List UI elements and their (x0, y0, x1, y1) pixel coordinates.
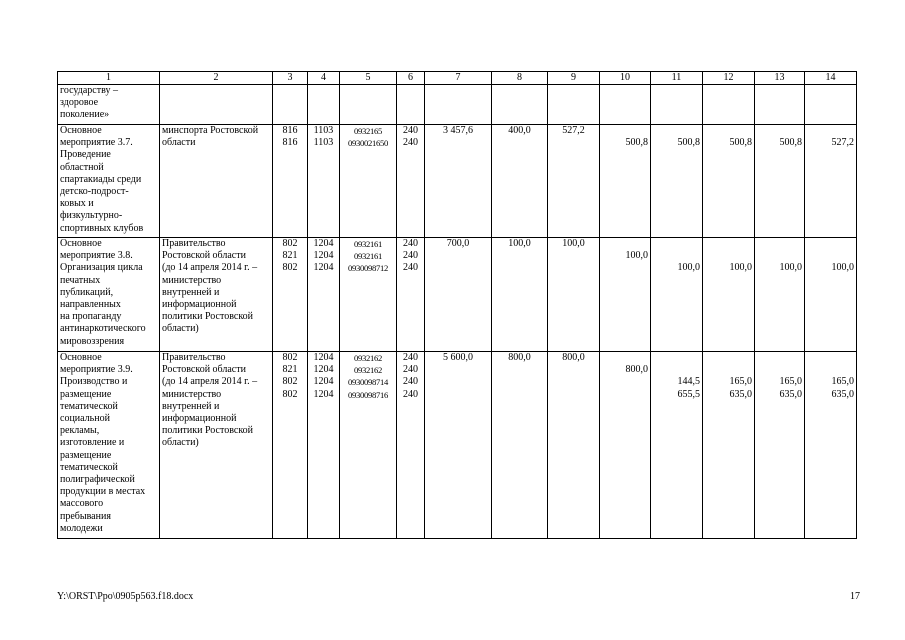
cell-line: 0930098712 (348, 263, 388, 274)
year-cell: 100,0 (600, 238, 651, 352)
cell-line: публикаций, (60, 286, 114, 298)
cell-line: мероприятие 3.9. (60, 364, 133, 376)
cell-line: 0930098716 (348, 389, 388, 400)
cell-line: Ростовской области (162, 364, 246, 376)
cell-line: 802 (282, 238, 298, 249)
cell-line: 240 (403, 125, 418, 136)
year-cell: 100,0 (755, 238, 805, 352)
cell-line: направленных (60, 299, 121, 311)
cell-line: области) (162, 323, 199, 335)
cell-line: 0932162 (354, 353, 382, 363)
cell-line: 240 (403, 376, 418, 388)
total-cell: 5 600,0 (425, 352, 492, 539)
cell-line: области) (162, 437, 199, 449)
cell-line: печатных (60, 274, 101, 286)
col-header: 9 (548, 72, 600, 85)
rzpr-cell (308, 125, 340, 238)
cell-line: минспорта Ростовской (162, 125, 259, 136)
col-header: 12 (703, 72, 755, 85)
rzpr-cell (308, 238, 340, 352)
cell-line: (до 14 апреля 2014 г. – (162, 262, 258, 274)
year-cell: 100,0 (548, 238, 600, 352)
cell-line: 802 (282, 262, 298, 274)
col-header: 10 (600, 72, 651, 85)
total-cell: 700,0 (425, 238, 492, 352)
cell-line: 1204 (313, 352, 334, 363)
cell-line: 1103 (313, 125, 334, 136)
year-cell: 100,0 (651, 238, 703, 352)
cell-line: 1204 (313, 364, 334, 376)
year-cell: 165,0 635,0 (805, 352, 857, 539)
cell-line: молодежи (60, 522, 103, 534)
cell-line: Производство и (60, 376, 128, 388)
year-cell: 500,8 (651, 125, 703, 238)
name-cell (58, 125, 160, 238)
page-number: 17 (850, 591, 860, 602)
cell-line: Ростовской области (162, 250, 246, 262)
cell-line: государству – (60, 85, 118, 96)
grbs-cell (273, 238, 308, 352)
cell-line: (до 14 апреля 2014 г. – (162, 376, 258, 388)
cell-line: Проведение (60, 149, 111, 161)
vr-cell (397, 238, 425, 352)
cell-line: ковых и (60, 198, 94, 210)
cell-line: массового (60, 498, 104, 510)
col-header: 11 (651, 72, 703, 85)
cell-line: мероприятие 3.7. (60, 137, 133, 149)
table-row (58, 85, 857, 125)
cell-line: политики Ростовской (162, 425, 254, 437)
cell-line: 802 (282, 376, 298, 388)
cell-line: внутренней и (162, 400, 220, 412)
grbs-cell (273, 352, 308, 539)
name-cell (58, 352, 160, 539)
cell-line: 0932165 (354, 126, 382, 136)
col-header: 7 (425, 72, 492, 85)
cell-line: 1204 (313, 376, 334, 388)
cell-line: области (162, 137, 196, 149)
cell-line: 1204 (313, 250, 334, 262)
cell-line: пребывания (60, 510, 111, 522)
cell-line: 240 (403, 238, 418, 249)
year-cell: 100,0 (805, 238, 857, 352)
cell-line: 0932161 (354, 251, 382, 262)
cell-line: Основное (60, 238, 102, 249)
col-header: 6 (397, 72, 425, 85)
cell-line: 240 (403, 364, 418, 376)
year-cell: 500,8 (703, 125, 755, 238)
cell-line: поколение» (60, 109, 110, 121)
cell-line: 240 (403, 250, 418, 262)
year-cell: 165,0 635,0 (703, 352, 755, 539)
cell-line: спартакиады среди (60, 173, 142, 185)
cell-line: 802 (282, 388, 298, 400)
cell-line: 240 (403, 137, 418, 149)
cell-line: информационной (162, 413, 237, 425)
cell-line: 821 (282, 364, 298, 376)
cell-line: спортивных клубов (60, 222, 144, 234)
csr-cell (340, 352, 397, 539)
cell-line: 0930098714 (348, 377, 388, 388)
cell-line: размещение (60, 388, 112, 400)
cell-line: областной (60, 161, 104, 173)
cell-line: изготовление и (60, 437, 125, 449)
csr-cell (340, 125, 397, 238)
executor-cell (160, 238, 273, 352)
cell-line: 0932161 (354, 239, 382, 249)
cell-line: 802 (282, 352, 298, 363)
cell-line: тематической (60, 461, 118, 473)
cell-line: 1204 (313, 388, 334, 400)
cell-line: мировоззрения (60, 335, 125, 347)
col-header: 3 (273, 72, 308, 85)
year-cell: 800,0 (548, 352, 600, 539)
cell-line: Правительство (162, 352, 226, 363)
year-cell: 100,0 (492, 238, 548, 352)
budget-table (57, 71, 857, 539)
cell-line: здоровое (60, 97, 99, 109)
cell-line: антинаркотического (60, 323, 146, 335)
cell-line: детско-подрост- (60, 186, 129, 198)
col-header: 14 (805, 72, 857, 85)
col-header: 8 (492, 72, 548, 85)
cell-line: 1204 (313, 238, 334, 249)
year-cell: 100,0 (703, 238, 755, 352)
executor-cell (160, 352, 273, 539)
cell-line: 240 (403, 262, 418, 274)
csr-cell (340, 238, 397, 352)
grbs-cell (273, 125, 308, 238)
cell-line: министерство (162, 274, 222, 286)
col-header: 5 (340, 72, 397, 85)
cell-line: Организация цикла (60, 262, 143, 274)
rzpr-cell (308, 352, 340, 539)
col-header: 2 (160, 72, 273, 85)
cell-line: информационной (162, 299, 237, 311)
table-row (58, 352, 857, 539)
year-cell: 144,5 655,5 (651, 352, 703, 539)
cell-line: физкультурно- (60, 210, 123, 222)
name-cell (58, 238, 160, 352)
year-cell: 527,2 (805, 125, 857, 238)
year-cell: 800,0 (492, 352, 548, 539)
executor-cell (160, 125, 273, 238)
year-cell: 527,2 (548, 125, 600, 238)
vr-cell (397, 125, 425, 238)
vr-cell (397, 352, 425, 539)
cell-line: Правительство (162, 238, 226, 249)
header-row (58, 72, 857, 85)
year-cell: 500,8 (755, 125, 805, 238)
cell-line: продукции в местах (60, 486, 146, 498)
cell-line: 821 (282, 250, 298, 262)
cell-line: 240 (403, 352, 418, 363)
cell-line: 0932162 (354, 365, 382, 376)
year-cell: 400,0 (492, 125, 548, 238)
cell-line: 1204 (313, 262, 334, 274)
cell-line: министерство (162, 388, 222, 400)
col-header: 13 (755, 72, 805, 85)
cell-line: социальной (60, 413, 110, 425)
cell-line: Основное (60, 125, 102, 136)
name-cell (58, 85, 160, 125)
year-cell: 800,0 (600, 352, 651, 539)
cell-line: мероприятие 3.8. (60, 250, 133, 262)
total-cell: 3 457,6 (425, 125, 492, 238)
cell-line: полиграфической (60, 474, 135, 486)
cell-line: внутренней и (162, 286, 220, 298)
file-path: Y:\ORST\Ppo\0905p563.f18.docx (57, 591, 194, 602)
col-header: 1 (58, 72, 160, 85)
cell-line: тематической (60, 400, 118, 412)
cell-line: на пропаганду (60, 311, 122, 323)
cell-line: рекламы, (60, 425, 100, 437)
cell-line: Основное (60, 352, 102, 363)
cell-line: 816 (282, 125, 298, 136)
year-cell: 500,8 (600, 125, 651, 238)
table-row (58, 238, 857, 352)
col-header: 4 (308, 72, 340, 85)
cell-line: 0930021650 (348, 138, 388, 149)
cell-line: 816 (282, 137, 298, 149)
year-cell: 165,0 635,0 (755, 352, 805, 539)
cell-line: размещение (60, 449, 112, 461)
cell-line: политики Ростовской (162, 311, 254, 323)
cell-line: 1103 (313, 137, 334, 149)
table-row (58, 125, 857, 238)
cell-line: 240 (403, 388, 418, 400)
